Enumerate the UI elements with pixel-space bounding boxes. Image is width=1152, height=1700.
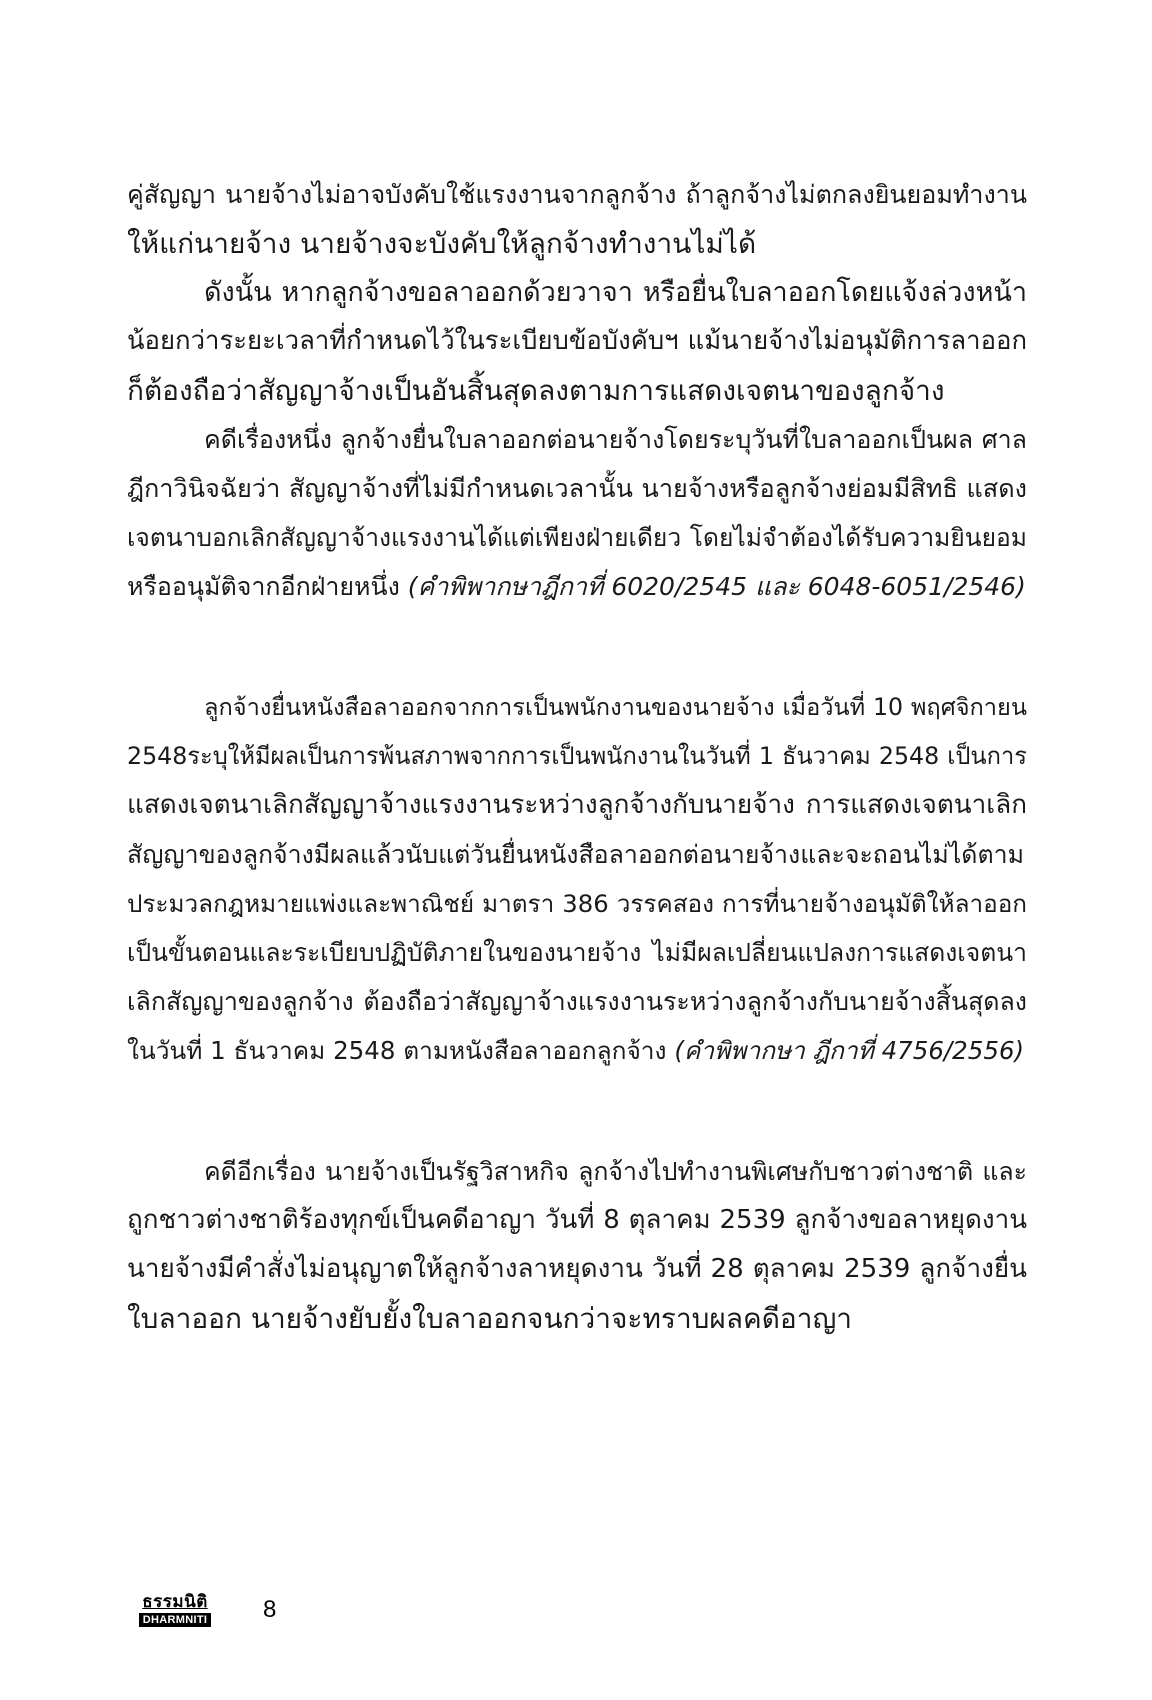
page-number: 8 bbox=[263, 1596, 277, 1623]
text-line: คดีอีกเรื่อง นายจ้างเป็นรัฐวิสาหกิจ ลูกจ้างไปทำงานพิเศษกับชาวต่างชาติ และ bbox=[204, 1157, 1027, 1186]
text-line: ฎีกาวินิจฉัยว่า สัญญาจ้างที่ไม่มีกำหนดเวลานั้น นายจ้างหรือลูกจ้างย่อมมีสิทธิ แสดง bbox=[127, 474, 1027, 503]
text-line: ถูกชาวต่างชาติร้องทุกข์เป็นคดีอาญา วันที่ 8 ตุลาคม 2539 ลูกจ้างขอลาหยุดงาน bbox=[127, 1205, 1027, 1235]
logo-english-text: DHARMNITI bbox=[139, 1613, 211, 1627]
publisher-logo bbox=[127, 1590, 223, 1630]
text-line-with-citation bbox=[127, 1026, 1027, 1075]
logo-thai-text: ธรรมนิติ bbox=[142, 1592, 208, 1612]
case-citation: (คำพิพากษาฎีกาที่ 6020/2545 และ 6048-6051/2546) bbox=[407, 572, 1026, 601]
paragraph-gap bbox=[127, 611, 1027, 683]
text-line: แสดงเจตนาเลิกสัญญาจ้างแรงงานระหว่างลูกจ้างกับนายจ้าง การแสดงเจตนาเลิก bbox=[127, 790, 1027, 820]
text-line: ให้แก่นายจ้าง นายจ้างจะบังคับให้ลูกจ้างทำงานไม่ได้ bbox=[127, 227, 757, 260]
text-line: เลิกสัญญาของลูกจ้าง ต้องถือว่าสัญญาจ้างแรงงานระหว่างลูกจ้างกับนายจ้างสิ้นสุดลง bbox=[127, 987, 1027, 1016]
text-line: ก็ต้องถือว่าสัญญาจ้างเป็นอันสิ้นสุดลงตามการแสดงเจตนาของลูกจ้าง bbox=[127, 374, 945, 407]
text-segment: หรืออนุมัติจากอีกฝ่ายหนึ่ง bbox=[127, 572, 400, 601]
text-line: ลูกจ้างยื่นหนังสือลาออกจากการเป็นพนักงานของนายจ้าง เมื่อวันที่ 10 พฤศจิกายน bbox=[204, 693, 1027, 721]
text-line: คู่สัญญา นายจ้างไม่อาจบังคับใช้แรงงานจากลูกจ้าง ถ้าลูกจ้างไม่ตกลงยินยอมทำงาน bbox=[127, 180, 1027, 209]
text-line: เจตนาบอกเลิกสัญญาจ้างแรงงานได้แต่เพียงฝ่ายเดียว โดยไม่จำต้องได้รับความยินยอม bbox=[127, 523, 1027, 552]
text-segment: ในวันที่ 1 ธันวาคม 2548 ตามหนังสือลาออกลูกจ้าง bbox=[127, 1036, 667, 1065]
text-line: ใบลาออก นายจ้างยับยั้งใบลาออกจนกว่าจะทราบผลคดีอาญา bbox=[127, 1302, 853, 1335]
text-line-with-citation bbox=[127, 562, 1027, 611]
text-line: ดังนั้น หากลูกจ้างขอลาออกด้วยวาจา หรือยื่นใบลาออกโดยแจ้งล่วงหน้า bbox=[204, 277, 1027, 308]
paragraph-3 bbox=[127, 415, 1027, 611]
text-line: เป็นขั้นตอนและระเบียบปฏิบัติภายในของนายจ้าง ไม่มีผลเปลี่ยนแปลงการแสดงเจตนา bbox=[127, 938, 1027, 967]
text-line: นายจ้างมีคำสั่งไม่อนุญาตให้ลูกจ้างลาหยุดงาน วันที่ 28 ตุลาคม 2539 ลูกจ้างยื่น bbox=[127, 1254, 1027, 1284]
text-line: สัญญาของลูกจ้างมีผลแล้วนับแต่วันยื่นหนังสือลาออกต่อนายจ้างและจะถอนไม่ได้ตาม bbox=[127, 840, 1024, 869]
text-line: ประมวลกฎหมายแพ่งและพาณิชย์ มาตรา 386 วรรคสอง การที่นายจ้างอนุมัติให้ลาออก bbox=[127, 889, 1027, 918]
case-citation: (คำพิพากษา ฎีกาที่ 4756/2556) bbox=[674, 1036, 1025, 1065]
paragraph-4 bbox=[127, 683, 1027, 1075]
text-line: น้อยกว่าระยะเวลาที่กำหนดไว้ในระเบียบข้อบังคับฯ แม้นายจ้างไม่อนุมัติการลาออก bbox=[127, 326, 1027, 356]
paragraph-5 bbox=[127, 1147, 1027, 1343]
paragraph-2 bbox=[127, 268, 1027, 415]
paragraph-1 bbox=[127, 170, 1027, 268]
page-body bbox=[127, 170, 1027, 1343]
text-line: 2548ระบุให้มีผลเป็นการพ้นสภาพจากการเป็นพนักงานในวันที่ 1 ธันวาคม 2548 เป็นการ bbox=[127, 742, 1027, 770]
page-footer bbox=[127, 1590, 276, 1630]
text-line: คดีเรื่องหนึ่ง ลูกจ้างยื่นใบลาออกต่อนายจ้างโดยระบุวันที่ใบลาออกเป็นผล ศาล bbox=[204, 425, 1027, 454]
paragraph-gap bbox=[127, 1075, 1027, 1147]
